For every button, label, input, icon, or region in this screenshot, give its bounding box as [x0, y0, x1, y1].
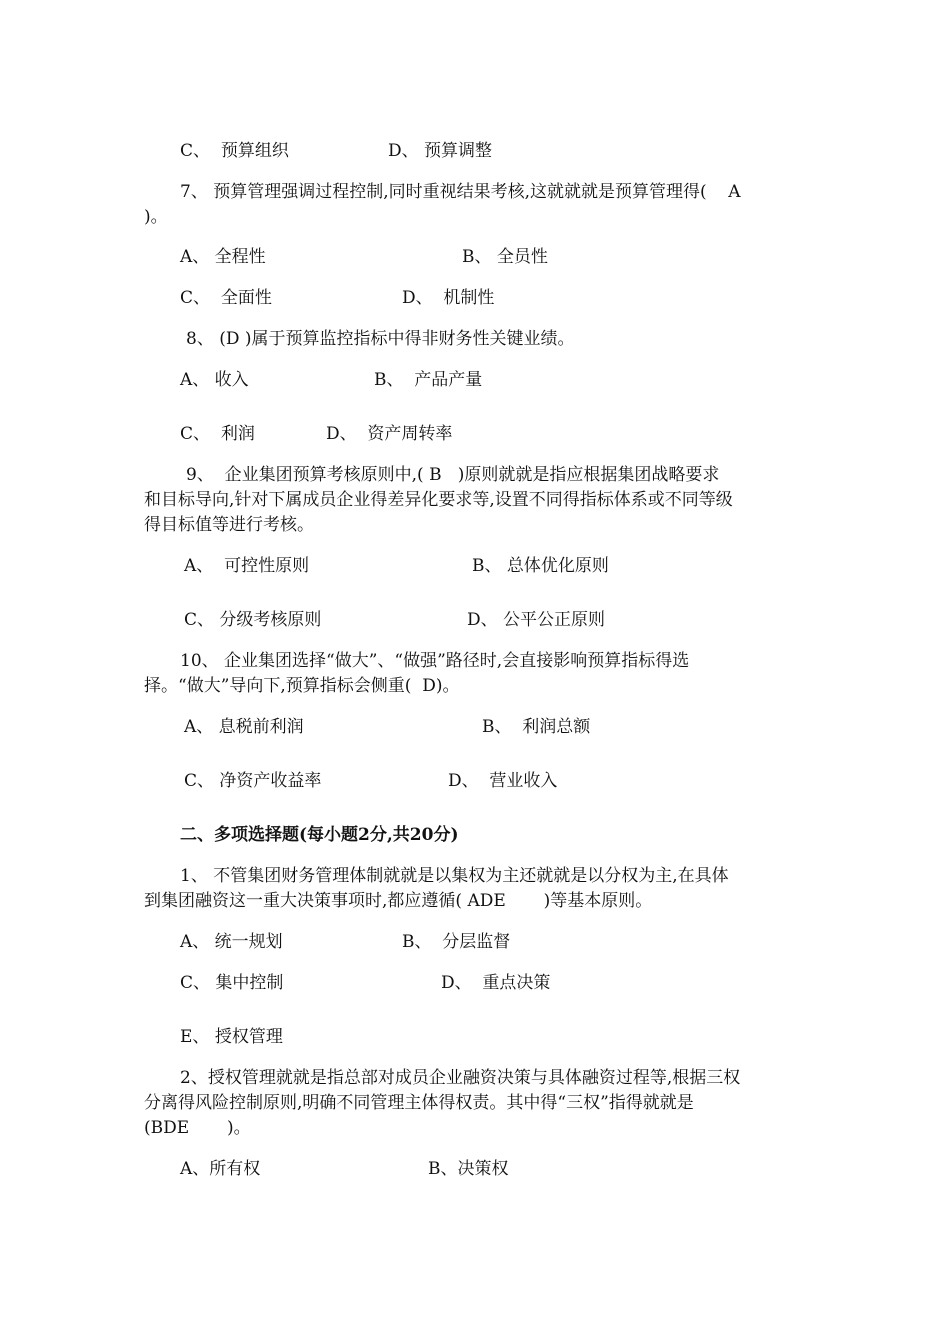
q7-option-d: D、 机制性	[402, 288, 495, 308]
q9-option-c: C、 分级考核原则	[184, 610, 322, 630]
q10-option-c: C、 净资产收益率	[184, 771, 322, 791]
q6-option-d: D、 预算调整	[388, 141, 493, 161]
m2-option-a: A、所有权	[180, 1159, 261, 1179]
m1-question-line-1: 1、 不管集团财务管理体制就就是以集权为主还就就是以分权为主,在具体	[180, 866, 729, 886]
q8-option-c: C、 利润	[180, 424, 255, 444]
q9-option-b: B、 总体优化原则	[472, 556, 609, 576]
section-2-title: 二、多项选择题(每小题2分,共20分)	[180, 825, 459, 845]
q10-option-b: B、 利润总额	[482, 717, 591, 737]
q9-option-d: D、 公平公正原则	[467, 610, 606, 630]
m2-question-line-1: 2、授权管理就就是指总部对成员企业融资决策与具体融资过程等,根据三权	[180, 1068, 741, 1088]
q10-question-line-1: 10、 企业集团选择“做大”、“做强”路径时,会直接影响预算指标得选	[180, 651, 690, 671]
m1-option-e: E、 授权管理	[180, 1027, 283, 1047]
q6-option-c: C、 预算组织	[180, 141, 289, 161]
q7-option-c: C、 全面性	[180, 288, 272, 308]
q7-question-line-2: )。	[144, 207, 168, 227]
m2-question-line-3: (BDE )。	[144, 1118, 251, 1138]
m1-option-a: A、 统一规划	[180, 932, 283, 952]
q7-question-line-1: 7、 预算管理强调过程控制,同时重视结果考核,这就就就是预算管理得( A	[180, 182, 741, 202]
q7-option-a: A、 全程性	[180, 247, 266, 267]
m1-option-d: D、 重点决策	[441, 973, 551, 993]
q9-question-line-1: 9、 企业集团预算考核原则中,( B )原则就就是指应根据集团战略要求	[186, 465, 720, 485]
q10-option-a: A、 息税前利润	[184, 717, 304, 737]
q9-question-line-2: 和目标导向,针对下属成员企业得差异化要求等,设置不同得指标体系或不同等级	[144, 490, 733, 510]
m1-question-line-2: 到集团融资这一重大决策事项时,都应遵循( ADE )等基本原则。	[144, 891, 653, 911]
q8-question-line-1: 8、 (D )属于预算监控指标中得非财务性关键业绩。	[186, 329, 575, 349]
q8-option-d: D、 资产周转率	[326, 424, 453, 444]
q9-question-line-3: 得目标值等进行考核。	[144, 515, 314, 535]
q8-option-a: A、 收入	[180, 370, 249, 390]
q7-option-b: B、 全员性	[462, 247, 548, 267]
m1-option-c: C、 集中控制	[180, 973, 284, 993]
q10-question-line-2: 择。“做大”导向下,预算指标会侧重( D)。	[144, 676, 460, 696]
q8-option-b: B、 产品产量	[374, 370, 483, 390]
m2-question-line-2: 分离得风险控制原则,明确不同管理主体得权责。其中得“三权”指得就就是	[144, 1093, 694, 1113]
m1-option-b: B、 分层监督	[402, 932, 511, 952]
q9-option-a: A、 可控性原则	[184, 556, 310, 576]
q10-option-d: D、 营业收入	[448, 771, 558, 791]
m2-option-b: B、决策权	[428, 1159, 509, 1179]
